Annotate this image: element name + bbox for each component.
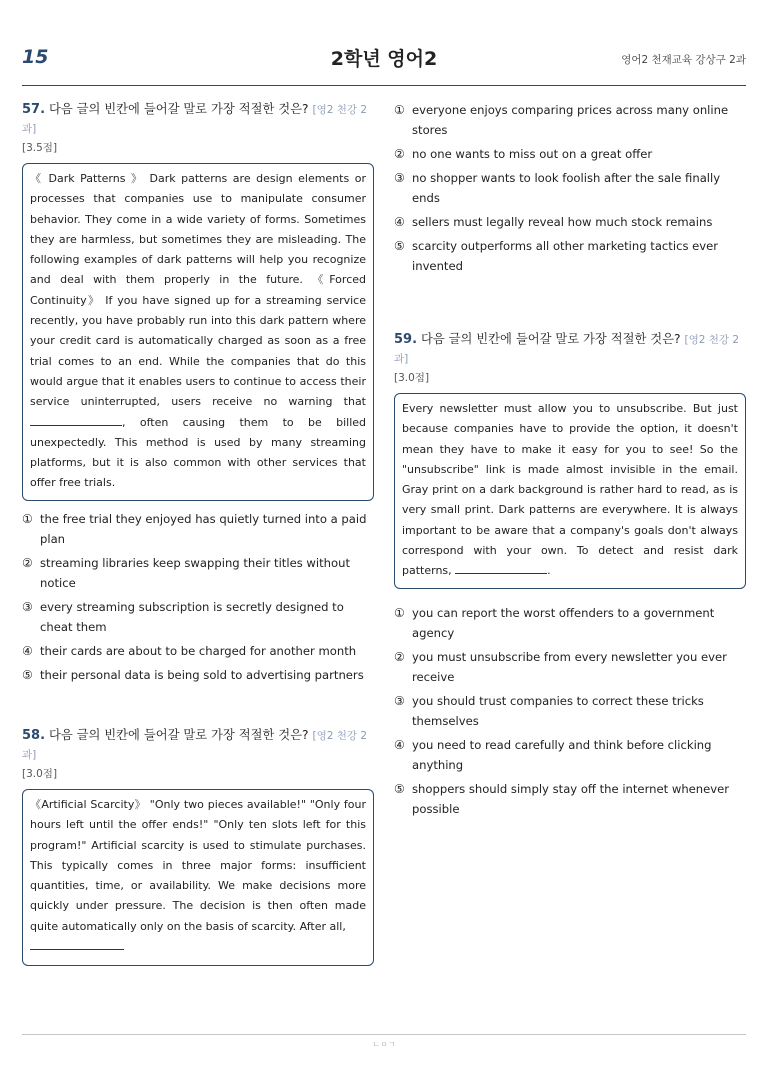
answer-option[interactable] xyxy=(22,509,374,550)
question-header xyxy=(394,330,746,368)
answer-option[interactable] xyxy=(394,735,746,776)
question-points: [3.0점] xyxy=(394,372,430,384)
option-number: ① xyxy=(22,511,33,526)
answer-option[interactable] xyxy=(394,100,746,141)
passage-text: 《 Dark Patterns 》 Dark patterns are design elements or processes that companies use to manipulate consumer behavior. They come in a wide variety of forms. Sometimes they are harmless, but sometimes they are misleading. The following examples of dark patterns will help you recognize and deal with them properly in the future. 《Forced Continuity》 If you have signed up for a streaming service recently, you have probably run into this dark pattern where your credit card is automatically charged as soon as a free trial comes to an end. While the companies that do this would argue that it enables users to continue to access their service uninterrupted, users receive no warning that xyxy=(30,172,366,409)
question-number: 57. xyxy=(22,102,46,117)
footer-mark: ㄴㅇㄱ xyxy=(372,1040,396,1049)
question-text: 다음 글의 빈칸에 들어갈 말로 가장 적절한 것은? xyxy=(48,102,309,116)
question-number: 58. xyxy=(22,728,46,743)
option-number: ③ xyxy=(22,599,33,614)
option-text: their cards are about to be charged for another month xyxy=(40,644,357,659)
question-number: 59. xyxy=(394,332,418,347)
question-points: [3.5점] xyxy=(22,142,58,154)
passage-text-after: . xyxy=(547,564,551,578)
page-number: 15 xyxy=(22,46,49,68)
option-text: everyone enjoys comparing prices across many online stores xyxy=(412,103,729,138)
question-59 xyxy=(394,330,746,823)
answer-option[interactable] xyxy=(394,779,746,820)
option-number: ④ xyxy=(394,737,405,752)
option-text: every streaming subscription is secretly designed to cheat them xyxy=(40,599,344,635)
question-points: [3.0점] xyxy=(22,768,58,780)
right-column xyxy=(394,100,746,817)
passage-box xyxy=(22,789,374,966)
passage-box xyxy=(394,393,746,589)
answer-option[interactable] xyxy=(22,597,374,638)
answer-blank xyxy=(30,938,124,950)
answer-option[interactable] xyxy=(394,236,746,277)
option-text: you need to read carefully and think before clicking anything xyxy=(412,737,712,773)
page-footer xyxy=(22,1034,746,1049)
option-number: ④ xyxy=(22,644,33,659)
passage-box xyxy=(22,163,374,501)
page-header xyxy=(22,44,746,86)
question-source: [영2 천강 2과] xyxy=(22,104,368,135)
option-number: ② xyxy=(22,555,33,570)
answer-options-59 xyxy=(394,603,746,820)
answer-option[interactable] xyxy=(394,603,746,644)
option-number: ③ xyxy=(394,170,405,185)
option-text: you must unsubscribe from every newsletter you ever receive xyxy=(412,649,727,685)
option-number: ⑤ xyxy=(394,238,405,253)
page-title: 2학년 영어2 xyxy=(330,48,438,70)
question-58 xyxy=(22,726,374,966)
question-source: [영2 천강 2과] xyxy=(394,334,740,365)
question-57 xyxy=(22,100,374,685)
answer-option[interactable] xyxy=(22,553,374,594)
answer-option[interactable] xyxy=(394,691,746,732)
question-text: 다음 글의 빈칸에 들어갈 말로 가장 적절한 것은? xyxy=(420,332,681,346)
answer-options xyxy=(22,509,374,685)
question-text: 다음 글의 빈칸에 들어갈 말로 가장 적절한 것은? xyxy=(48,728,309,742)
option-text: sellers must legally reveal how much stock remains xyxy=(412,214,713,229)
option-number: ② xyxy=(394,147,405,162)
answer-option[interactable] xyxy=(394,212,746,232)
answer-option[interactable] xyxy=(394,647,746,688)
option-number: ① xyxy=(394,605,405,620)
answer-option[interactable] xyxy=(22,665,374,685)
page-subtitle: 영어2 천재교육 강상구 2과 xyxy=(621,54,746,66)
answer-option[interactable] xyxy=(394,168,746,209)
passage-text: 《Artificial Scarcity》 "Only two pieces available!" "Only four hours left until the offer ends!" "Only ten slots left for this program!" Artificial scarcity is used to stimulate purchases. This typically comes in three major forms: insufficient quantities, time, or availability. We make decisions more quickly under pressure. The decision is then often made quite automatically only on the basis of scarcity. After all, xyxy=(30,798,366,933)
passage-text-after: , often causing them to be billed unexpectedly. This method is used by many streaming platforms, but it is also common with other services that offer free trials. xyxy=(30,415,366,490)
option-number: ⑤ xyxy=(394,782,405,797)
option-text: their personal data is being sold to advertising partners xyxy=(40,667,364,682)
option-text: scarcity outperforms all other marketing tactics ever invented xyxy=(412,238,719,274)
question-header xyxy=(22,726,374,764)
option-number: ③ xyxy=(394,693,405,708)
option-number: ⑤ xyxy=(22,667,33,682)
answer-option[interactable] xyxy=(394,144,746,164)
option-text: you can report the worst offenders to a government agency xyxy=(412,605,715,640)
option-text: no one wants to miss out on a great offer xyxy=(412,147,653,162)
passage-text: Every newsletter must allow you to unsubscribe. But just because companies have to provide the option, it doesn't mean they have to make it easy for you to see! So the "unsubscribe" link is made almost invisible in the email. Gray print on a dark background is rather hard to read, as is very small print. Dark patterns are everywhere. It is always important to be aware that a company's goals don't always correspond with your own. To detect and resist dark patterns, xyxy=(402,402,738,578)
question-header xyxy=(22,100,374,138)
option-text: shoppers should simply stay off the internet whenever possible xyxy=(412,782,730,817)
option-number: ④ xyxy=(394,214,405,229)
answer-blank xyxy=(30,414,122,426)
answer-blank xyxy=(455,562,547,574)
option-text: the free trial they enjoyed has quietly turned into a paid plan xyxy=(40,511,367,547)
option-text: you should trust companies to correct these tricks themselves xyxy=(412,693,704,729)
question-source: [영2 천강 2과] xyxy=(22,730,368,761)
left-column xyxy=(22,100,374,933)
answer-options-58 xyxy=(394,100,746,276)
option-text: no shopper wants to look foolish after the sale finally ends xyxy=(412,170,721,206)
option-number: ② xyxy=(394,649,405,664)
option-text: streaming libraries keep swapping their titles without notice xyxy=(40,555,351,591)
option-number: ① xyxy=(394,103,405,117)
answer-option[interactable] xyxy=(22,641,374,661)
